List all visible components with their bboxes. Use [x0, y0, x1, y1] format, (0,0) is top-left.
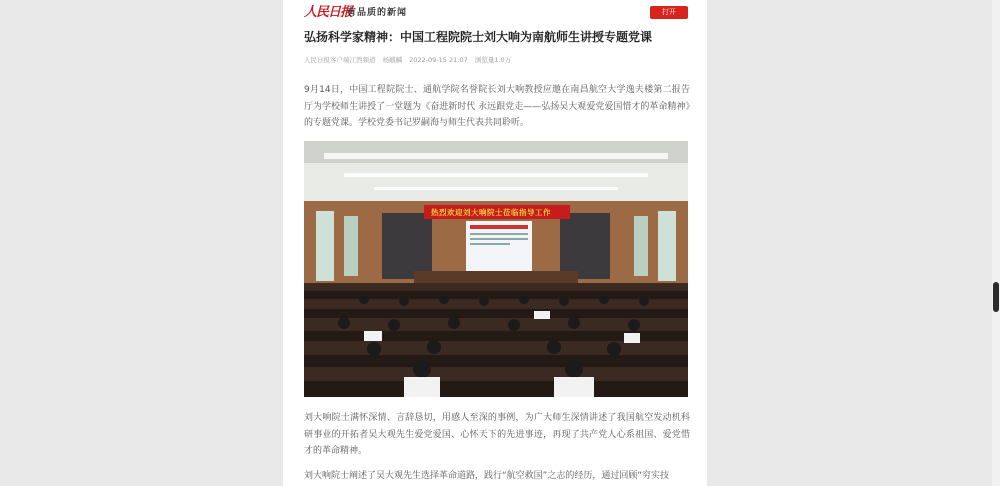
article-paragraph: 刘大响院士阐述了吴大观先生选择革命道路，践行“航空救国”之志的经历，通过回顾“穷实技: [304, 471, 669, 481]
article-paragraph: 9月14日，中国工程院院士、通航学院名誉院长刘大响教授应邀在南昌航空大学逸夫楼第二报告厅为学校师生讲授了一堂题为《奋进新时代 永远跟党走——弘扬吴大观爱党爱国惜才的革命精神》的专题党课。学校党委书记罗嗣海与师生代表共同聆听。: [304, 85, 690, 128]
article-page: [283, 0, 707, 486]
meta-source: 人民日报客户端江西频道: [304, 56, 376, 64]
meta-author: 杨麒麟: [382, 56, 403, 64]
lecture-hall-photo[interactable]: [304, 141, 688, 397]
header-slogan: 有品质的新闻: [347, 8, 408, 18]
article-title: 弘扬科学家精神：中国工程院院士刘大响为南航师生讲授专题党课: [304, 30, 653, 44]
article-meta: [304, 55, 516, 65]
page-scrollbar[interactable]: [992, 0, 1000, 486]
app-header: [304, 5, 688, 23]
scrollbar-thumb[interactable]: [993, 282, 999, 312]
meta-views: 浏览量1.0万: [474, 56, 512, 64]
meta-time: 2022-09-15 21:07: [409, 56, 468, 64]
article-paragraph: 刘大响院士满怀深情、言辞恳切，用感人至深的事例，为广大师生深情讲述了我国航空发动机科研事业的开拓者吴大观先生爱党爱国、心怀天下的先进事迹，再现了共产党人心系祖国、爱党惜才的革命精神。: [304, 413, 690, 456]
photo-banner-text: 热烈欢迎刘大响院士莅临指导工作: [431, 208, 551, 217]
open-app-button[interactable]: 打开: [650, 6, 688, 19]
lecture-hall-illustration: [304, 141, 688, 397]
people-daily-logo[interactable]: 人民日报: [304, 5, 353, 20]
